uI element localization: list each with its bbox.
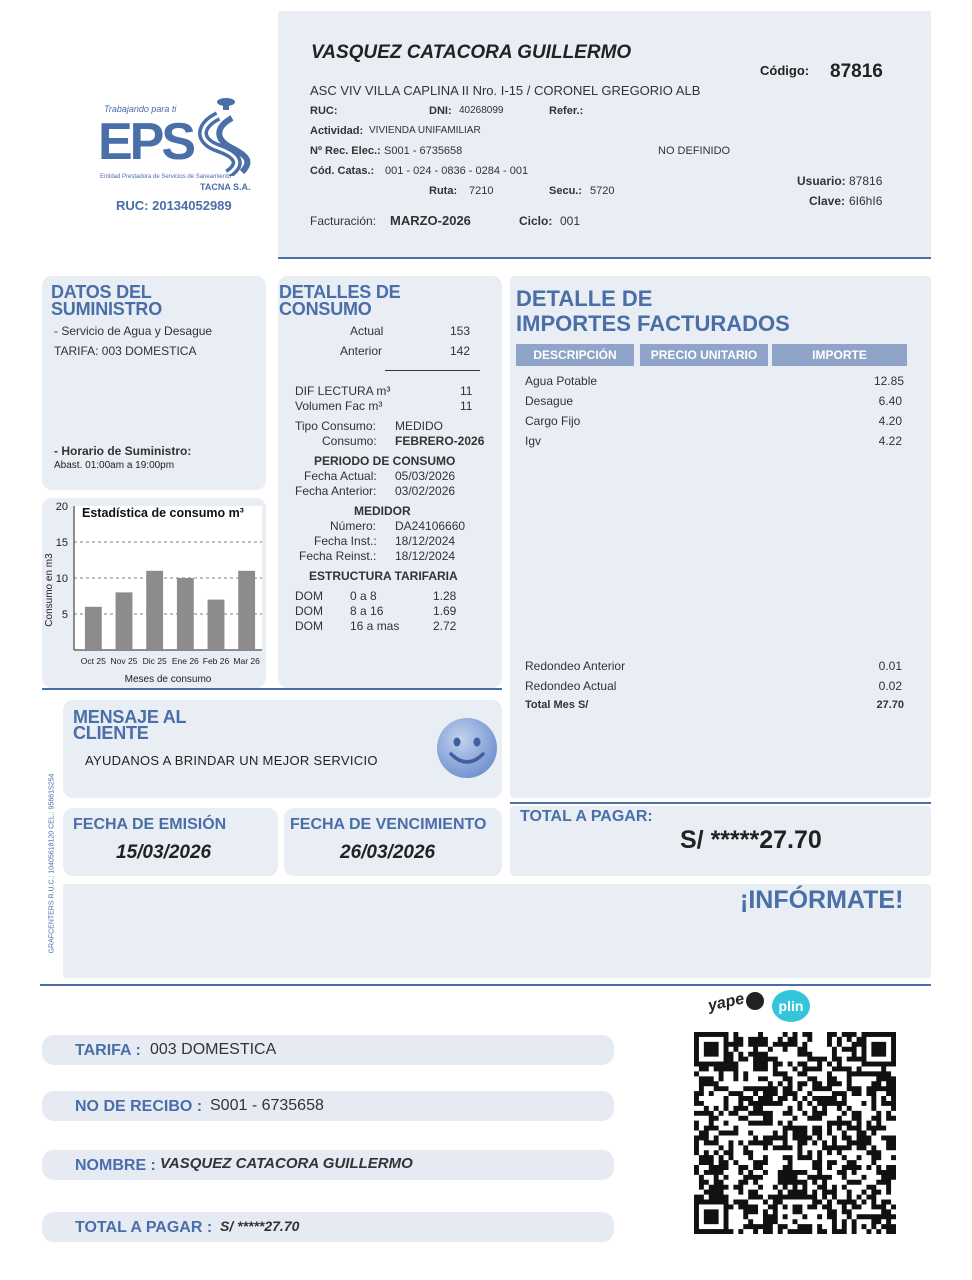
stub-recibo-value: S001 - 6735658 xyxy=(210,1097,324,1114)
fecha-anterior-value: 03/02/2026 xyxy=(395,484,456,498)
estructura-precio: 2.72 xyxy=(433,619,457,633)
mensaje-text: AYUDANOS A BRINDAR UN MEJOR SERVICIO xyxy=(85,753,378,768)
fecha-anterior-label: Fecha Anterior: xyxy=(295,484,377,498)
codigo-value: 87816 xyxy=(830,61,883,82)
facturacion-value: MARZO-2026 xyxy=(390,213,471,228)
customer-address: ASC VIV VILLA CAPLINA II Nro. I-15 / CORONEL GREGORIO ALB xyxy=(310,83,701,98)
fecha-reinst-label: Fecha Reinst.: xyxy=(299,549,377,563)
refer-label: Refer.: xyxy=(549,105,584,117)
qr-finder-pattern xyxy=(864,1034,894,1064)
col-importe: IMPORTE xyxy=(772,344,907,366)
ciclo-label: Ciclo: xyxy=(519,214,553,228)
secu-label: Secu.: xyxy=(549,185,583,197)
redondeo-anterior-value: 0.01 xyxy=(878,659,902,673)
ruta-label: Ruta: xyxy=(429,185,458,197)
stub-nombre-label: NOMBRE : xyxy=(75,1157,156,1174)
anterior-label: Anterior xyxy=(340,344,383,358)
fecha-reinst-value: 18/12/2024 xyxy=(395,549,456,563)
plin-text: plin xyxy=(778,998,804,1014)
fecha-inst-label: Fecha Inst.: xyxy=(314,534,377,548)
usuario-value: 87816 xyxy=(849,174,883,188)
actividad-value: VIVIENDA UNIFAMILIAR xyxy=(369,125,481,136)
suministro-title-2: SUMINISTRO xyxy=(51,299,163,319)
chart-bar xyxy=(85,607,102,650)
chart-ytick-label: 20 xyxy=(55,501,68,513)
eps-logo xyxy=(96,96,256,216)
secu-value: 5720 xyxy=(590,185,615,197)
suministro-servicio: - Servicio de Agua y Desague xyxy=(54,324,213,338)
fecha-actual-value: 05/03/2026 xyxy=(395,469,456,483)
medidor-title: MEDIDOR xyxy=(354,504,411,518)
bottom-rule xyxy=(40,984,931,986)
fecha-actual-label: Fecha Actual: xyxy=(304,469,377,483)
rec-elec-value: S001 - 6735658 xyxy=(384,145,463,157)
usuario-label: Usuario: xyxy=(797,174,846,188)
plin-logo xyxy=(772,990,810,1022)
estructura-tipo: DOM xyxy=(295,589,323,603)
emision-value: 15/03/2026 xyxy=(116,842,212,863)
emision-label: FECHA DE EMISIÓN xyxy=(73,816,227,833)
importe-value: 4.20 xyxy=(878,414,902,428)
informate-title: ¡INFÓRMATE! xyxy=(740,886,904,914)
rec-elec-label: Nº Rec. Elec.: xyxy=(310,145,381,157)
importe-value: 4.22 xyxy=(878,434,902,448)
importe-value: 12.85 xyxy=(873,374,904,388)
dni-value: 40268099 xyxy=(459,105,504,116)
chart-xtick-label: Mar 26 xyxy=(233,656,260,666)
ciclo-value: 001 xyxy=(560,214,581,228)
dni-label: DNI: xyxy=(429,105,452,117)
importe-value: 6.40 xyxy=(878,394,902,408)
periodo-title: PERIODO DE CONSUMO xyxy=(314,454,456,468)
stub-tarifa-label: TARIFA : xyxy=(75,1042,141,1059)
stub-total-value: S/ *****27.70 xyxy=(220,1218,300,1234)
anterior-value: 142 xyxy=(450,344,471,358)
col-precio-unitario: PRECIO UNITARIO xyxy=(640,344,768,366)
chart-bar xyxy=(238,571,255,650)
actual-value: 153 xyxy=(450,324,471,338)
consumo-title-2: CONSUMO xyxy=(279,299,372,319)
ruc-label: RUC: xyxy=(310,105,338,117)
horario-value: Abast. 01:00am a 19:00pm xyxy=(54,460,175,471)
left-rule xyxy=(42,688,502,690)
cod-catas-label: Cód. Catas.: xyxy=(310,165,375,177)
actividad-label: Actividad: xyxy=(310,125,364,137)
total-label: TOTAL A PAGAR: xyxy=(520,808,653,825)
no-definido: NO DEFINIDO xyxy=(658,145,731,157)
estructura-title: ESTRUCTURA TARIFARIA xyxy=(309,569,458,583)
qr-finder-pattern xyxy=(696,1202,726,1232)
vencimiento-value: 26/03/2026 xyxy=(340,842,436,863)
consumo-value: FEBRERO-2026 xyxy=(395,434,485,448)
vol-value: 11 xyxy=(460,399,473,413)
chart-xtick-label: Feb 26 xyxy=(202,656,230,666)
yape-badge-icon xyxy=(746,992,764,1010)
yape-text: yape xyxy=(706,990,746,1015)
chart-xtick-label: Dic 25 xyxy=(142,656,167,666)
estructura-precio: 1.28 xyxy=(433,589,457,603)
importe-desc: Igv xyxy=(525,434,542,448)
numero-label: Número: xyxy=(330,519,377,533)
mensaje-title-1: MENSAJE AL xyxy=(73,707,187,727)
yape-logo xyxy=(706,992,766,1018)
suministro-title-1: DATOS DEL xyxy=(51,282,152,302)
qr-finder-pattern xyxy=(696,1034,726,1064)
logo-letters: EPS xyxy=(98,113,194,171)
estructura-rango: 16 a mas xyxy=(350,619,400,633)
clave-label: Clave: xyxy=(809,194,846,208)
vol-label: Volumen Fac m³ xyxy=(295,399,383,413)
chart-bar xyxy=(177,578,194,650)
stub-tarifa-value: 003 DOMESTICA xyxy=(150,1041,277,1058)
lectura-divider xyxy=(385,370,480,371)
total-mes-label: Total Mes S/ xyxy=(525,699,589,711)
importes-title-2: IMPORTES FACTURADOS xyxy=(516,311,790,336)
codigo-label: Código: xyxy=(760,63,810,78)
estructura-rango: 8 a 16 xyxy=(350,604,384,618)
facturacion-label: Facturación: xyxy=(310,214,377,228)
customer-name: VASQUEZ CATACORA GUILLERMO xyxy=(311,42,632,63)
importes-title-1: DETALLE DE xyxy=(516,286,653,311)
stub-nombre-value: VASQUEZ CATACORA GUILLERMO xyxy=(160,1155,413,1172)
estructura-tipo: DOM xyxy=(295,619,323,633)
smiley-icon xyxy=(435,716,499,780)
dif-label: DIF LECTURA m³ xyxy=(295,384,391,398)
redondeo-actual-value: 0.02 xyxy=(878,679,902,693)
fecha-inst-value: 18/12/2024 xyxy=(395,534,456,548)
chart-xtick-label: Nov 25 xyxy=(110,656,138,666)
ruta-value: 7210 xyxy=(469,185,494,197)
header-rule xyxy=(278,257,931,259)
chart-bar xyxy=(208,600,225,650)
numero-value: DA24106660 xyxy=(395,519,466,533)
chart-y-label: Consumo en m3 xyxy=(44,553,55,627)
total-value: S/ *****27.70 xyxy=(680,826,822,854)
logo-city: TACNA S.A. xyxy=(200,182,251,192)
chart-xtick-label: Oct 25 xyxy=(80,656,106,666)
printer-side-text: GRAFCENTERS R.U.C.: 10405618120 CEL.: 95661S254 xyxy=(48,773,56,954)
logo-entity: Entidad Prestadora de Servicios de Saneamiento xyxy=(100,174,232,180)
logo-tagline: Trabajando para ti xyxy=(104,104,177,114)
consumo-title-1: DETALLES DE xyxy=(279,282,401,302)
consumption-chart xyxy=(42,498,266,688)
chart-ytick-label: 5 xyxy=(61,609,68,621)
chart-bar xyxy=(146,571,163,650)
chart-xtick-label: Ene 26 xyxy=(171,656,199,666)
logo-swoosh-icon xyxy=(188,96,258,176)
chart-title: Estadística de consumo m³ xyxy=(82,506,244,520)
actual-label: Actual xyxy=(350,324,384,338)
mensaje-title-2: CLIENTE xyxy=(73,723,149,743)
dif-value: 11 xyxy=(460,384,473,398)
importe-desc: Cargo Fijo xyxy=(525,414,581,428)
chart-bar xyxy=(116,592,133,650)
clave-value: 6I6hI6 xyxy=(849,194,883,208)
vencimiento-label: FECHA DE VENCIMIENTO xyxy=(290,816,487,833)
chart-ytick-label: 15 xyxy=(55,537,68,549)
chart-x-label: Meses de consumo xyxy=(124,674,212,685)
importe-desc: Desague xyxy=(525,394,574,408)
chart-ytick-label: 10 xyxy=(55,573,68,585)
estructura-tipo: DOM xyxy=(295,604,323,618)
chart-plot-area xyxy=(74,506,262,650)
redondeo-actual-label: Redondeo Actual xyxy=(525,679,617,693)
importe-desc: Agua Potable xyxy=(525,374,598,388)
total-mes-value: 27.70 xyxy=(876,699,904,711)
stub-total-label: TOTAL A PAGAR : xyxy=(75,1219,213,1236)
tipo-label: Tipo Consumo: xyxy=(295,419,376,433)
redondeo-anterior-label: Redondeo Anterior xyxy=(525,659,626,673)
horario-label: - Horario de Suministro: xyxy=(54,444,192,458)
cod-catas-value: 001 - 024 - 0836 - 0284 - 001 xyxy=(385,165,529,177)
col-descripcion: DESCRIPCIÓN xyxy=(516,344,634,366)
total-rule xyxy=(510,802,931,804)
consumo-label: Consumo: xyxy=(322,434,377,448)
stub-recibo-label: NO DE RECIBO : xyxy=(75,1098,203,1115)
estructura-precio: 1.69 xyxy=(433,604,457,618)
qr-code[interactable] xyxy=(694,1032,896,1234)
logo-ruc: RUC: 20134052989 xyxy=(116,198,232,213)
estructura-rango: 0 a 8 xyxy=(350,589,377,603)
suministro-tarifa: TARIFA: 003 DOMESTICA xyxy=(54,344,197,358)
tipo-value: MEDIDO xyxy=(395,419,443,433)
